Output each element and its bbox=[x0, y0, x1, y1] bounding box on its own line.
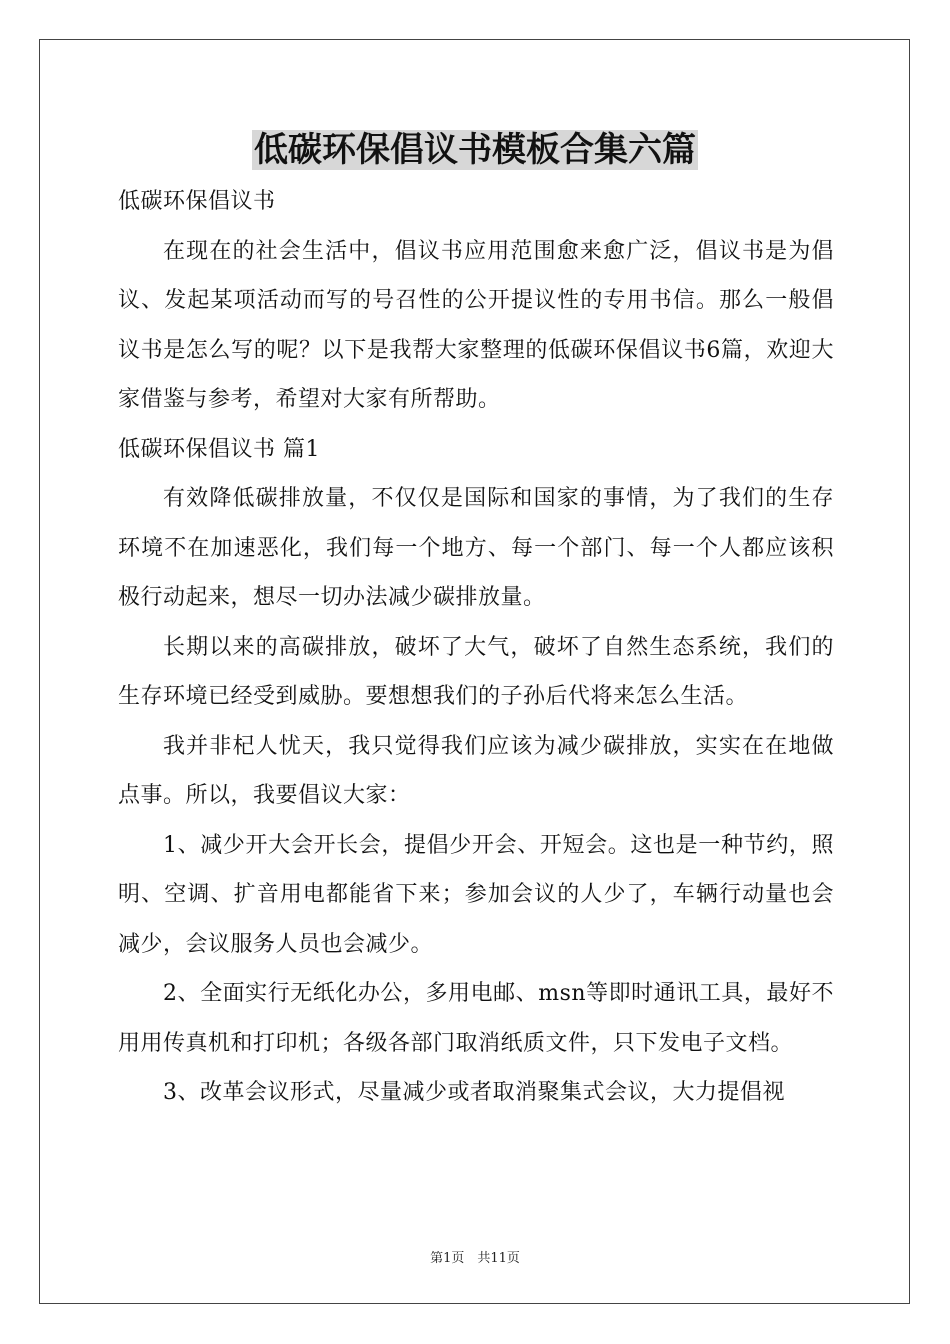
body-paragraph: 3、改革会议形式，尽量减少或者取消聚集式会议，大力提倡视 bbox=[163, 1080, 785, 1105]
body-paragraph: 有效降低碳排放量，不仅仅是国际和国家的事情，为了我们的生存环境不在加速恶化，我们每一个地方、每一个部门、每一个人都应该积极行动起来，想尽一切办法减少碳排放量。 bbox=[118, 486, 834, 610]
document-title-text: 低碳环保倡议书模板合集六篇 bbox=[254, 130, 696, 170]
body-paragraph: 长期以来的高碳排放，破坏了大气，破坏了自然生态系统，我们的生存环境已经受到威胁。要想想我们的子孙后代将来怎么生活。 bbox=[118, 634, 834, 709]
page-footer: 第1页 共11页 bbox=[430, 1251, 520, 1266]
body-paragraph: 在现在的社会生活中，倡议书应用范围愈来愈广泛，倡议书是为倡议、发起某项活动而写的号召性的公开提议性的专用书信。那么一般倡议书是怎么写的呢？以下是我帮大家整理的低碳环保倡议书6篇，欢迎大家借鉴与参考，希望对大家有所帮助。 bbox=[118, 238, 834, 412]
section-heading: 低碳环保倡议书 bbox=[118, 189, 276, 214]
document-body bbox=[118, 177, 834, 1118]
body-paragraph: 我并非杞人忧天，我只觉得我们应该为减少碳排放，实实在在地做点事。所以，我要倡议大家： bbox=[118, 733, 834, 808]
body-paragraph: 1、减少开大会开长会，提倡少开会、开短会。这也是一种节约，照明、空调、扩音用电都能省下来；参加会议的人少了，车辆行动量也会减少，会议服务人员也会减少。 bbox=[118, 832, 834, 957]
section-heading: 低碳环保倡议书 篇1 bbox=[118, 436, 320, 462]
document-title bbox=[0, 126, 950, 174]
body-paragraph: 2、全面实行无纸化办公，多用电邮、msn等即时通讯工具，最好不用用传真机和打印机；各级各部门取消纸质文件，只下发电子文档。 bbox=[118, 981, 834, 1056]
